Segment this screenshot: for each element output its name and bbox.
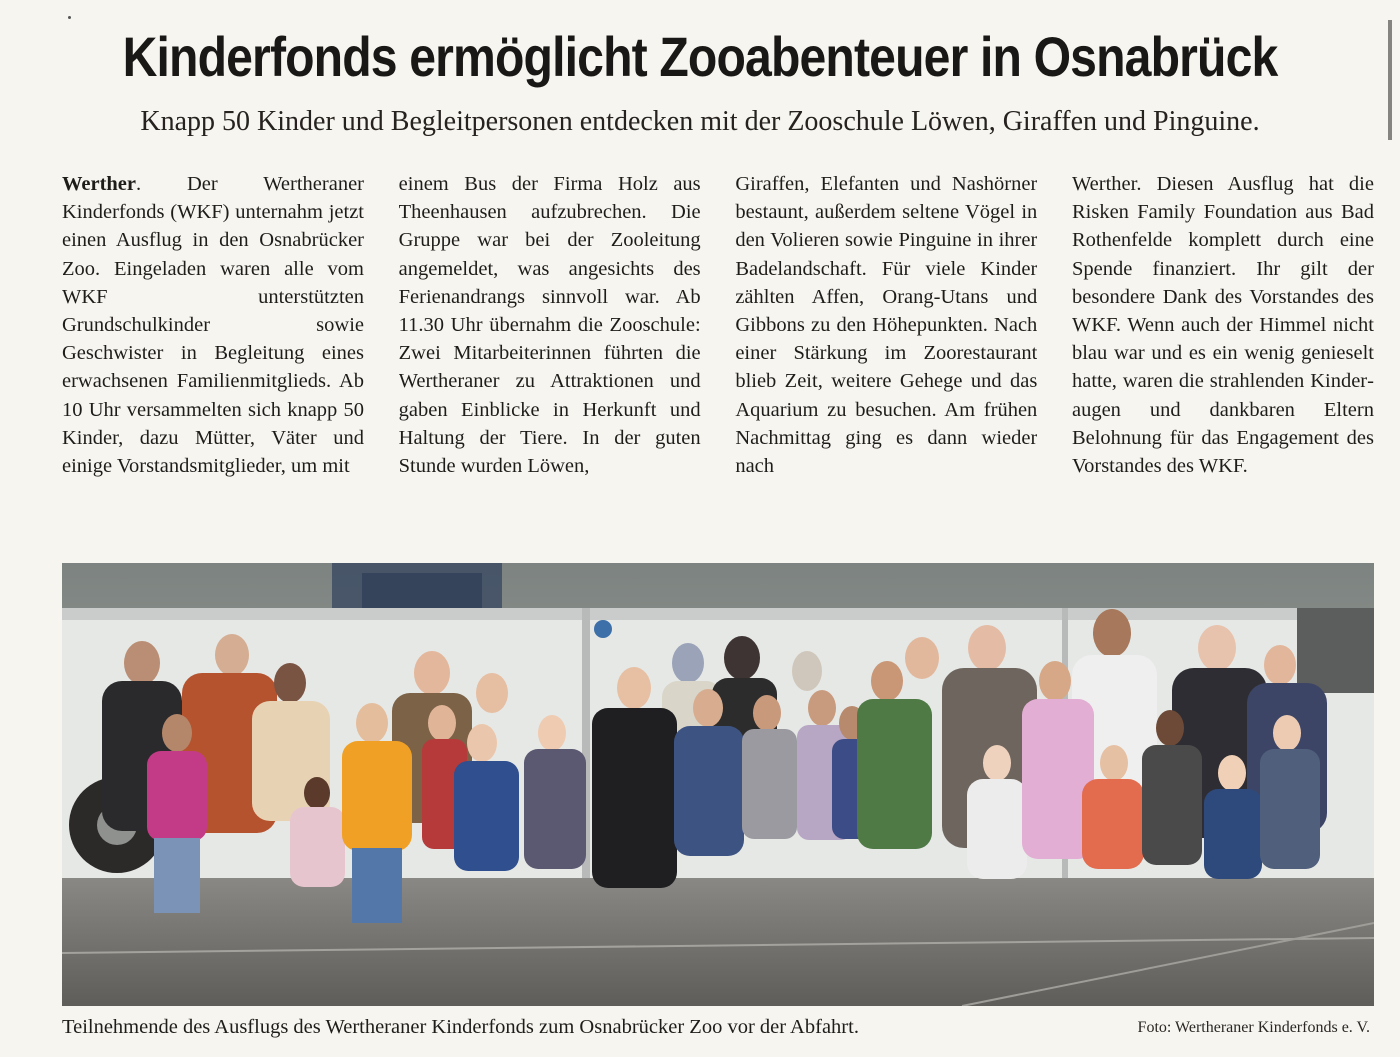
scan-speck: [68, 16, 71, 19]
column-1: Werther. Der Wertheraner Kinderfonds (WKF) unternahm jetzt einen Ausflug in den Osnabrücker Zoo. Eingeladen waren alle vom WKF unterstützten Grundschulkinder sowie Geschwister in Begleitung eines erwachsenen Familienmitglieds. Ab 10 Uhr versammelten sich knapp 50 Kinder, dazu Mütter, Väter und einige Vorstandsmitglieder, um mit: [62, 173, 364, 478]
column-2: einem Bus der Firma Holz aus Theenhausen aufzubrechen. Die Gruppe war bei der Zooleitung angemeldet, was angesichts des Ferienandrangs sinnvoll war. Ab 11.30 Uhr übernahm die Zooschule: Zwei Mitarbeiterinnen führten die Wertheraner zu Attraktionen und gaben Einblicke in Herkunft und Haltung der Tiere. In der guten Stunde wurden Löwen,: [398, 173, 701, 478]
column-1-text: Der Wertheraner Kinderfonds (WKF) unternahm jetzt einen Ausflug in den Osnabrücker Zoo. Eingeladen waren alle vom WKF unterstützten Grundschulkinder sowie Geschwister in Begleitung eines erwachsenen Familienmitglieds. Ab 10 Uhr versammelten sich knapp 50 Kinder, dazu Mütter, Väter und einige Vorstandsmitglieder, um mit: [62, 173, 364, 478]
photo-caption: Teilnehmende des Ausflugs des Wertheraner Kinderfonds zum Osnabrücker Zoo vor der Abfahrt.: [62, 1016, 859, 1038]
scan-edge: [1388, 20, 1392, 140]
column-3: Giraffen, Elefanten und Nashörner bestaunt, außerdem seltene Vögel in den Volieren sowie Pinguine in ihrer Badelandschaft. Für viele Kinder zählten Affen, Orang-Utans und Gibbons zu den Höhepunkten. Nach einer Stärkung im Zoorestaurant blieb Zeit, weitere Gehege und das Aquarium zu besuchen. Am frühen Nachmittag ging es dann wieder nach: [735, 173, 1038, 478]
column-4: Werther. Diesen Ausflug hat die Risken Family Foundation aus Bad Rothenfelde komplett durch eine Spende finanziert. Ihr gilt der besondere Dank des Vorstandes des WKF. Wenn auch der Himmel nicht blau war und es ein wenig genieselt hatte, waren die strahlenden Kinderaugen und dankbaren Eltern Belohnung für das Engagement des Vorstandes des WKF.: [1071, 173, 1374, 478]
subheadline: Knapp 50 Kinder und Begleitpersonen entdecken mit der Zooschule Löwen, Giraffen und Pinguine.: [140, 106, 1260, 137]
photo-credit: Foto: Wertheraner Kinderfonds e. V.: [1137, 1019, 1370, 1036]
group-photo-illustration: [62, 563, 1374, 1006]
group-photo: [62, 563, 1374, 1006]
dateline: Werther: [62, 173, 136, 195]
article-body: [62, 170, 1374, 510]
headline: Kinderfonds ermöglicht Zooabenteuer in Osnabrück: [122, 25, 1278, 88]
